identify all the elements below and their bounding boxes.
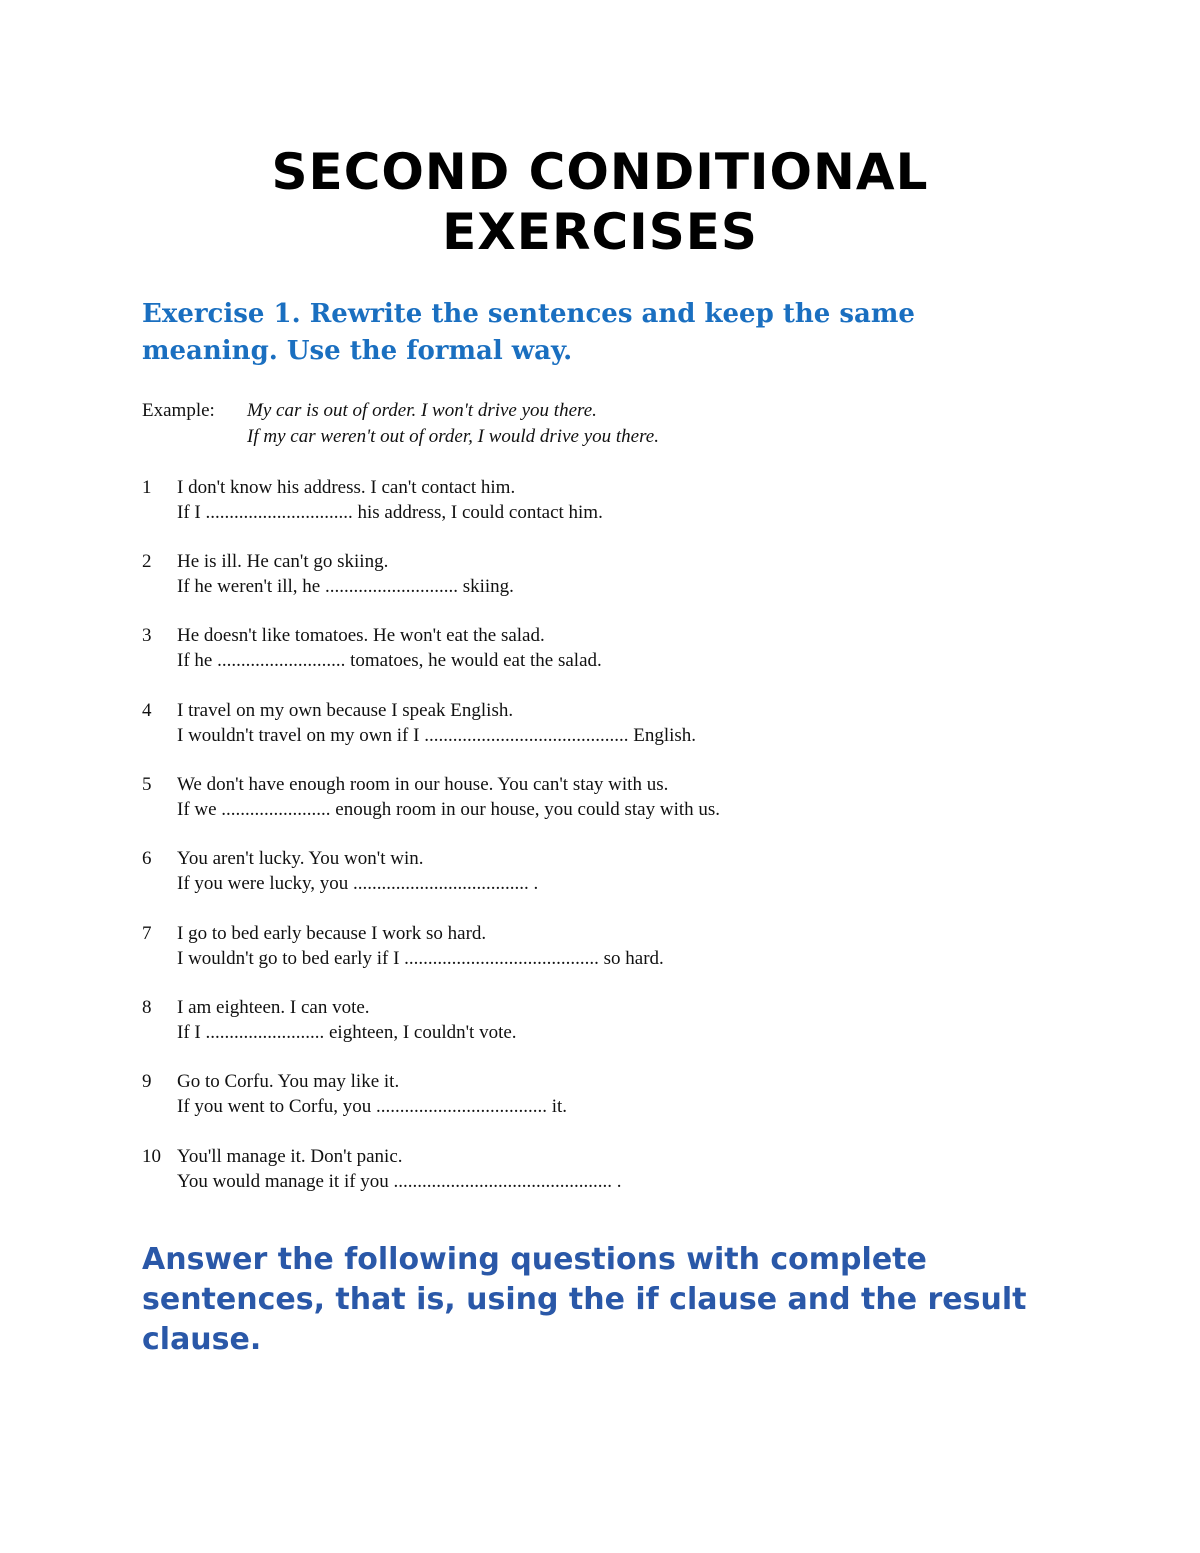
- item-number: 6: [142, 848, 152, 869]
- item-sentence: I am eighteen. I can vote.: [177, 997, 370, 1018]
- item-number: 3: [142, 625, 152, 646]
- item-number: 2: [142, 551, 152, 572]
- item-rewrite: I wouldn't travel on my own if I ........................................... English.: [177, 725, 697, 746]
- answer-section-heading: Answer the following questions with complete sentences, that is, using the if clause and the result clause.: [142, 1242, 1027, 1357]
- item-rewrite: If he weren't ill, he ............................ skiing.: [177, 576, 514, 597]
- item-rewrite: If I ............................... his address, I could contact him.: [177, 502, 603, 523]
- item-sentence: He is ill. He can't go skiing.: [177, 551, 389, 572]
- title-line-2: EXERCISES: [442, 203, 758, 261]
- item-number: 5: [142, 774, 152, 795]
- item-sentence: Go to Corfu. You may like it.: [177, 1071, 400, 1092]
- item-sentence: He doesn't like tomatoes. He won't eat the salad.: [177, 625, 545, 646]
- item-rewrite: If we ....................... enough room in our house, you could stay with us.: [177, 799, 721, 820]
- item-rewrite: If he ........................... tomatoes, he would eat the salad.: [177, 650, 602, 671]
- item-sentence: You'll manage it. Don't panic.: [177, 1146, 403, 1167]
- item-number: 10: [142, 1146, 161, 1167]
- item-sentence: You aren't lucky. You won't win.: [177, 848, 424, 869]
- item-rewrite: If you went to Corfu, you .................................... it.: [177, 1096, 568, 1117]
- example-sentence: My car is out of order. I won't drive you there.: [247, 400, 597, 421]
- item-number: 4: [142, 700, 152, 721]
- example-rewrite: If my car weren't out of order, I would drive you there.: [247, 426, 659, 447]
- item-sentence: I don't know his address. I can't contact him.: [177, 477, 516, 498]
- item-number: 9: [142, 1071, 152, 1092]
- item-number: 7: [142, 923, 152, 944]
- item-number: 8: [142, 997, 152, 1018]
- item-rewrite: If I ......................... eighteen, I couldn't vote.: [177, 1022, 517, 1043]
- example-label: Example:: [142, 400, 215, 421]
- item-rewrite: I wouldn't go to bed early if I ......................................... so hard.: [177, 948, 664, 969]
- item-sentence: I travel on my own because I speak English.: [177, 700, 514, 721]
- title-line-1: SECOND CONDITIONAL: [271, 143, 929, 201]
- item-number: 1: [142, 477, 152, 498]
- page-title: [0, 142, 1200, 262]
- item-rewrite: If you were lucky, you ..................................... .: [177, 873, 539, 894]
- exercise-1-heading: Exercise 1. Rewrite the sentences and keep the same meaning. Use the formal way.: [142, 299, 915, 366]
- item-sentence: I go to bed early because I work so hard.: [177, 923, 487, 944]
- item-sentence: We don't have enough room in our house. You can't stay with us.: [177, 774, 669, 795]
- item-rewrite: You would manage it if you .............................................. .: [177, 1171, 622, 1192]
